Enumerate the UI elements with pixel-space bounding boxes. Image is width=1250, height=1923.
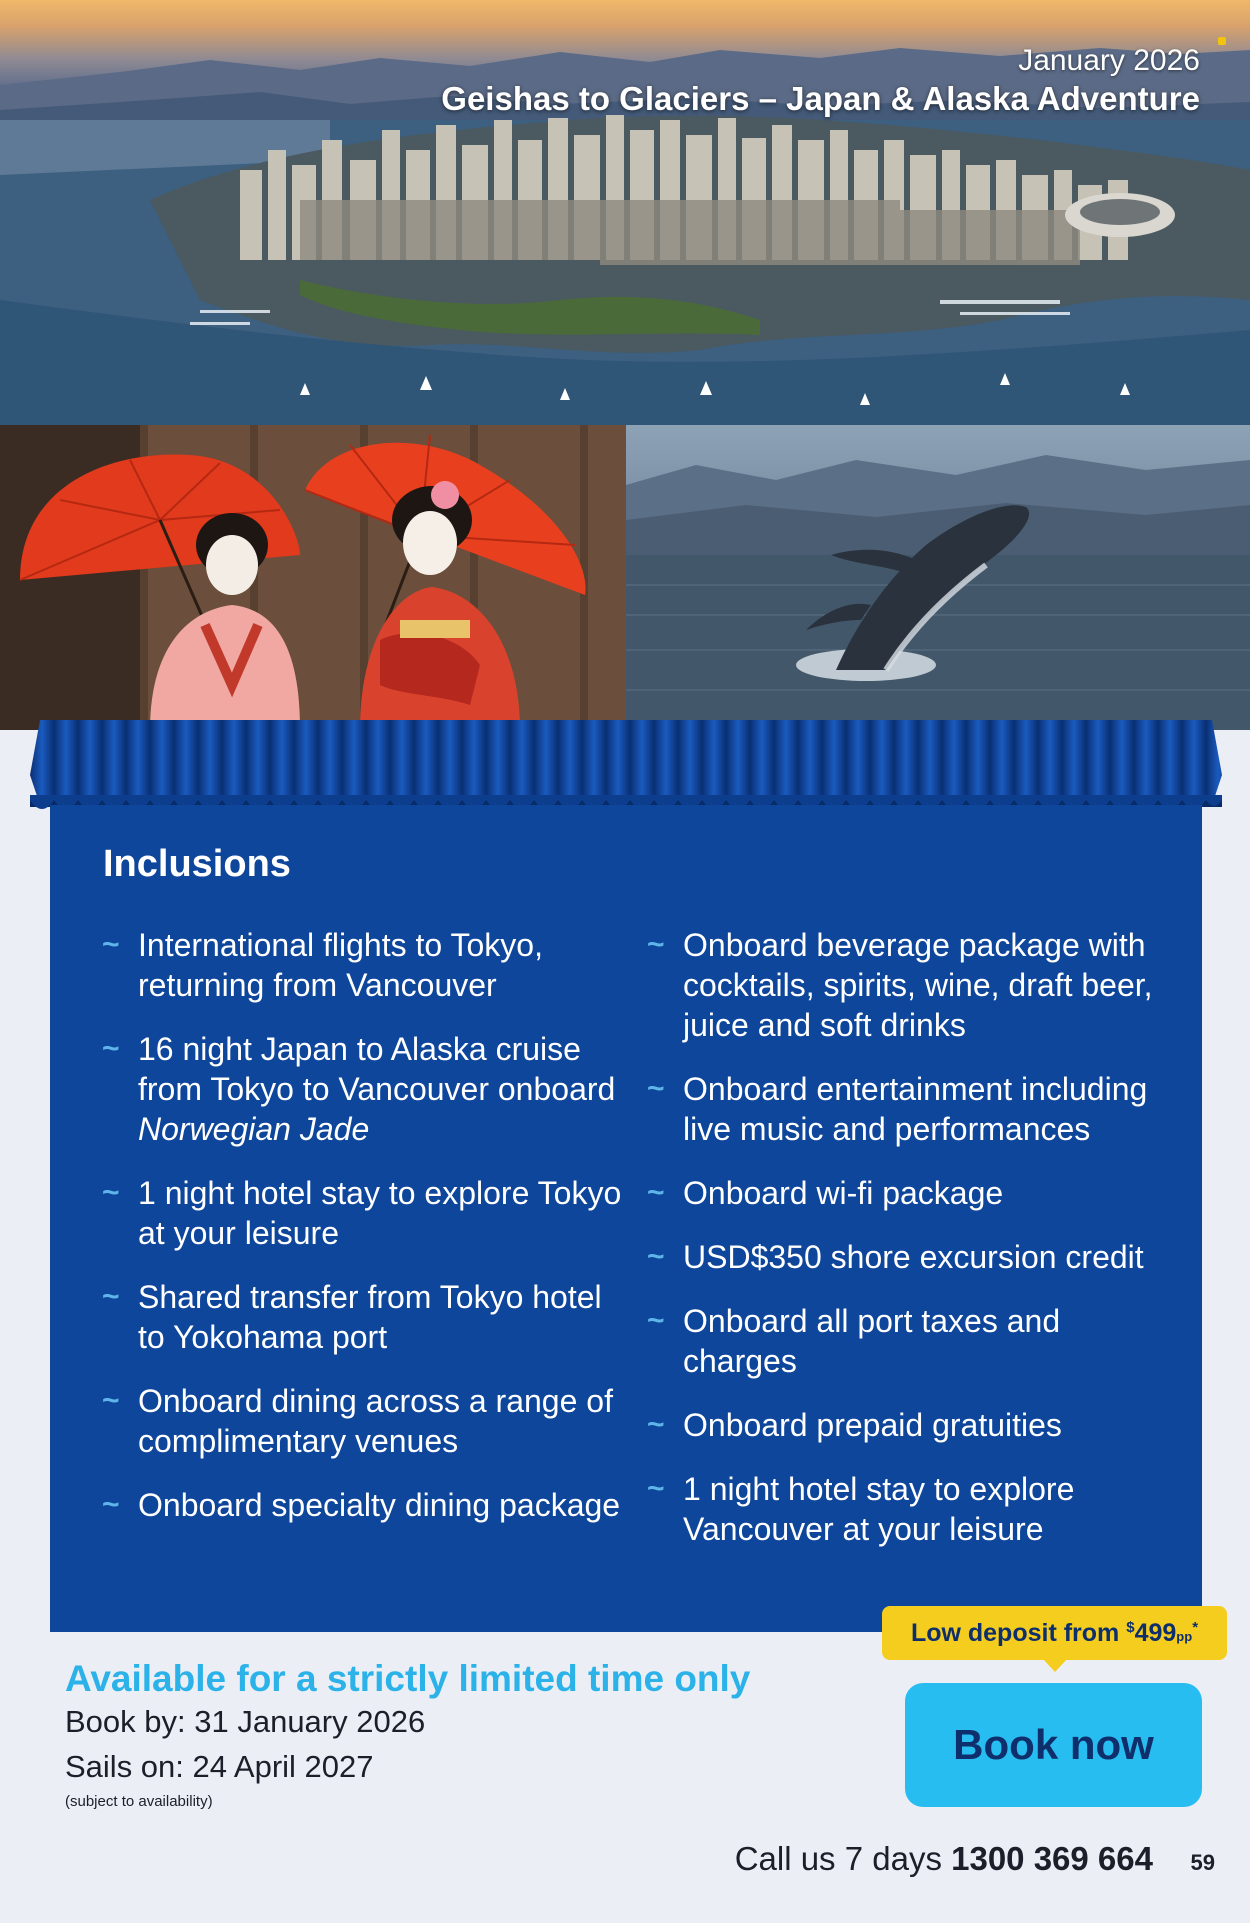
page-number: 59 [1190, 1850, 1215, 1875]
tilde-bullet-icon: ~ [102, 1488, 120, 1521]
tilde-bullet-icon: ~ [647, 1304, 665, 1337]
trip-date: January 2026 [1018, 44, 1200, 77]
tilde-bullet-icon: ~ [647, 1072, 665, 1105]
trip-title: Geishas to Glaciers – Japan & Alaska Adventure [441, 80, 1200, 117]
inclusion-item: ~ Onboard entertainment including live music and performances [647, 1071, 1148, 1147]
inclusion-item: ~ 1 night hotel stay to explore Vancouver at your leisure [647, 1471, 1075, 1547]
limited-time-headline: Available for a strictly limited time only [65, 1658, 751, 1699]
photo-geishas [0, 425, 626, 730]
tilde-bullet-icon: ~ [102, 1176, 120, 1209]
tilde-bullet-icon: ~ [647, 1472, 665, 1505]
inclusions-list-left [102, 925, 622, 1549]
inclusions-list-right [647, 925, 1167, 1573]
tilde-bullet-icon: ~ [102, 928, 120, 961]
inclusion-item: ~ Onboard dining across a range of complimentary venues [102, 1383, 613, 1459]
tilde-bullet-icon: ~ [647, 928, 665, 961]
curtain-decoration [30, 720, 1222, 818]
tilde-bullet-icon: ~ [647, 1176, 665, 1209]
tilde-bullet-icon: ~ [647, 1240, 665, 1273]
inclusion-item: ~ International flights to Tokyo, returning from Vancouver [102, 927, 543, 1003]
inclusion-item: ~ Onboard prepaid gratuities [647, 1407, 1062, 1443]
book-by-date: Book by: 31 January 2026 [65, 1704, 426, 1739]
book-now-button[interactable]: Book now [905, 1683, 1202, 1807]
inclusion-item: ~ Onboard wi-fi package [647, 1175, 1004, 1211]
inclusion-item: ~ USD$350 shore excursion credit [647, 1239, 1144, 1275]
tilde-bullet-icon: ~ [102, 1280, 120, 1313]
inclusion-item: ~ Onboard beverage package with cocktails, spirits, wine, draft beer, juice and soft drinks [647, 927, 1153, 1043]
tilde-bullet-icon: ~ [102, 1032, 120, 1065]
logo-mark [1218, 37, 1226, 45]
availability-note: (subject to availability) [65, 1793, 213, 1810]
inclusion-item: ~ Onboard all port taxes and charges [647, 1303, 1061, 1379]
deposit-badge: Low deposit from $ 499 $_{pp}$ * [882, 1606, 1227, 1660]
photo-whale-breach [626, 425, 1250, 730]
phone-number[interactable]: 1300 369 664 [951, 1840, 1153, 1877]
inclusion-item: ~ 16 night Japan to Alaska cruise from Tokyo to Vancouver onboard Norwegian Jade [102, 1031, 616, 1147]
tilde-bullet-icon: ~ [102, 1384, 120, 1417]
inclusion-item: ~ Onboard specialty dining package [102, 1487, 621, 1523]
tilde-bullet-icon: ~ [647, 1408, 665, 1441]
call-us-line: Call us 7 days 1300 369 664 [734, 1840, 1153, 1877]
hero-image-vancouver [0, 0, 1250, 425]
sails-on-date: Sails on: 24 April 2027 [65, 1749, 374, 1784]
inclusions-heading: Inclusions [103, 843, 291, 885]
inclusion-item: ~ 1 night hotel stay to explore Tokyo at your leisure [102, 1175, 622, 1251]
inclusion-item: ~ Shared transfer from Tokyo hotel to Yokohama port [102, 1279, 602, 1355]
